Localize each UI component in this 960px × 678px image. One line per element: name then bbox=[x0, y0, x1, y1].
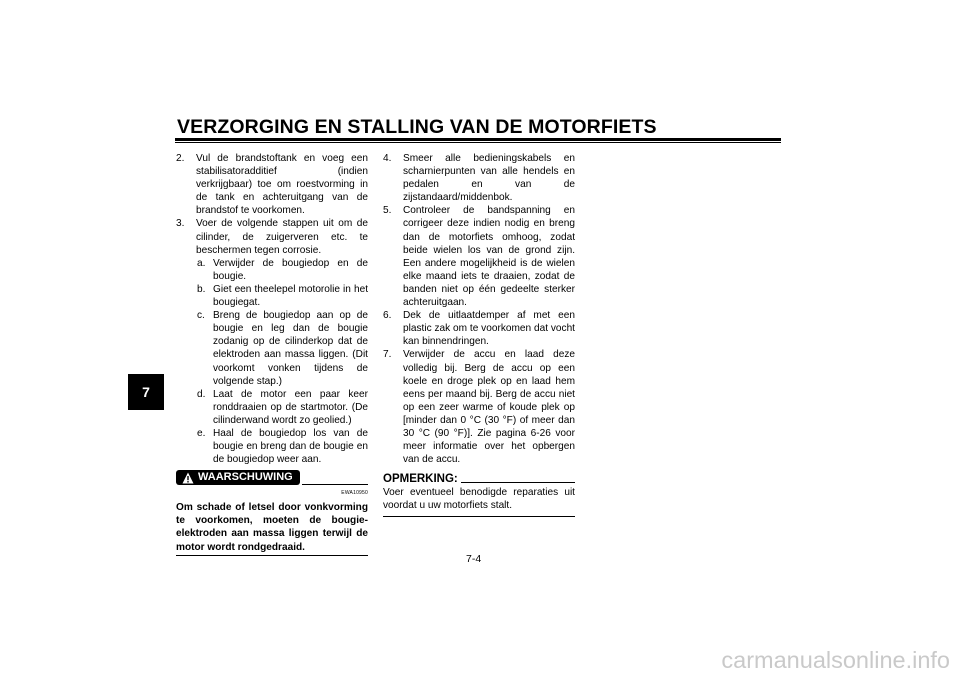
sub-item bbox=[176, 427, 368, 466]
item-number: 3. bbox=[176, 218, 185, 230]
sub-item bbox=[176, 309, 368, 388]
chapter-tab[interactable]: 7 bbox=[128, 374, 164, 410]
item-text: Controleer de bandspanning en corrigeer deze indien nodig en breng dan de motorfiets omhoog, zodat beide wielen los van de grond zijn. Een andere mogelijkheid is de wielen elke maand iets te draaien, zodat de banden niet op één gedeelte sterker achteruitgaan. bbox=[403, 205, 575, 309]
list-item bbox=[383, 204, 575, 309]
item-text: Smeer alle bedieningskabels en scharnierpunten van alle hendels en pedalen en van de zijstandaard/middenbok. bbox=[403, 153, 575, 204]
item-number: 7. bbox=[383, 349, 392, 361]
header-rule bbox=[175, 138, 781, 141]
item-text: Voer de volgende stappen uit om de cilinder, de zuigerveren etc. te beschermen tegen corrosie. bbox=[196, 218, 368, 256]
sub-item-text: Verwijder de bougiedop en de bougie. bbox=[213, 257, 368, 282]
warning-badge bbox=[176, 470, 300, 485]
list-item bbox=[383, 309, 575, 348]
note-rule bbox=[461, 482, 575, 483]
sub-item-text: Haal de bougiedop los van de bougie en breng dan de bougie en de bougiedop weer aan. bbox=[213, 427, 368, 466]
item-number: 4. bbox=[383, 153, 392, 164]
sub-item bbox=[176, 257, 368, 283]
note-bottom-rule bbox=[383, 516, 575, 517]
list-item bbox=[176, 152, 368, 217]
sub-item-letter: c. bbox=[197, 310, 205, 322]
right-column bbox=[383, 152, 575, 517]
left-column bbox=[176, 152, 368, 556]
sub-item-letter: d. bbox=[197, 388, 206, 400]
warning-label: WAARSCHUWING bbox=[198, 471, 293, 484]
sub-item-letter: e. bbox=[197, 427, 206, 439]
list-item bbox=[383, 348, 575, 466]
header-rule-thin bbox=[175, 142, 781, 143]
item-text: Verwijder de accu en laad deze volledig bij. Berg de accu op een koele en droge plek op en laad hem eens per maand bij. Berg de accu niet op een zeer warme of koude plek op [minder dan 0 °C (30 °F) of meer dan 30 °C (90 °F)]. Zie pagina 6-26 voor meer informatie over het opbergen van de accu. bbox=[403, 349, 575, 466]
list-item bbox=[383, 152, 575, 204]
item-text: Vul de brandstoftank en voeg een stabilisatoradditief (indien verkrijgbaar) toe om roestvorming in de tank en achteruitgang van de brandstof te voorkomen. bbox=[196, 153, 368, 217]
sub-item-letter: a. bbox=[197, 257, 206, 269]
sub-item-text: Laat de motor een paar keer ronddraaien op de startmotor. (De cilinderwand wordt zo geolied.) bbox=[213, 388, 368, 426]
warning-text: Om schade of letsel door vonkvorming te voorkomen, moeten de bougie-elektroden aan massa liggen terwijl de motor wordt rondgedraaid. bbox=[176, 502, 368, 553]
item-number: 5. bbox=[383, 205, 392, 217]
list-item bbox=[176, 217, 368, 256]
warning-code: EWA10950 bbox=[341, 490, 368, 497]
sub-item bbox=[176, 283, 368, 309]
watermark: carmanualsonline.info bbox=[721, 647, 950, 673]
page-number: 7-4 bbox=[466, 553, 482, 565]
sub-item-text: Giet een theelepel motorolie in het bougiegat. bbox=[213, 283, 368, 309]
item-number: 6. bbox=[383, 310, 392, 322]
warning-triangle-icon bbox=[182, 472, 194, 484]
note-label: OPMERKING: bbox=[383, 473, 458, 486]
sub-item-letter: b. bbox=[197, 283, 206, 295]
note-header bbox=[383, 472, 575, 486]
item-number: 2. bbox=[176, 153, 185, 164]
sub-item bbox=[176, 388, 368, 427]
sub-item-text: Breng de bougiedop aan op de bougie en leg dan de bougie zodanig op de cilinderkop dat de elektroden aan massa liggen. (Dit voorkomt vonken tijdens de volgende stap.) bbox=[213, 310, 368, 387]
page-title: VERZORGING EN STALLING VAN DE MOTORFIETS bbox=[177, 116, 657, 138]
note-text: Voer eventueel benodigde reparaties uit voordat u uw motorfiets stalt. bbox=[383, 487, 575, 512]
item-text: Dek de uitlaatdemper af met een plastic zak om te voorkomen dat vocht kan binnendringen. bbox=[403, 310, 575, 348]
warning-header bbox=[176, 470, 368, 486]
warning-rule bbox=[302, 484, 368, 485]
warning-bottom-rule bbox=[176, 555, 368, 556]
